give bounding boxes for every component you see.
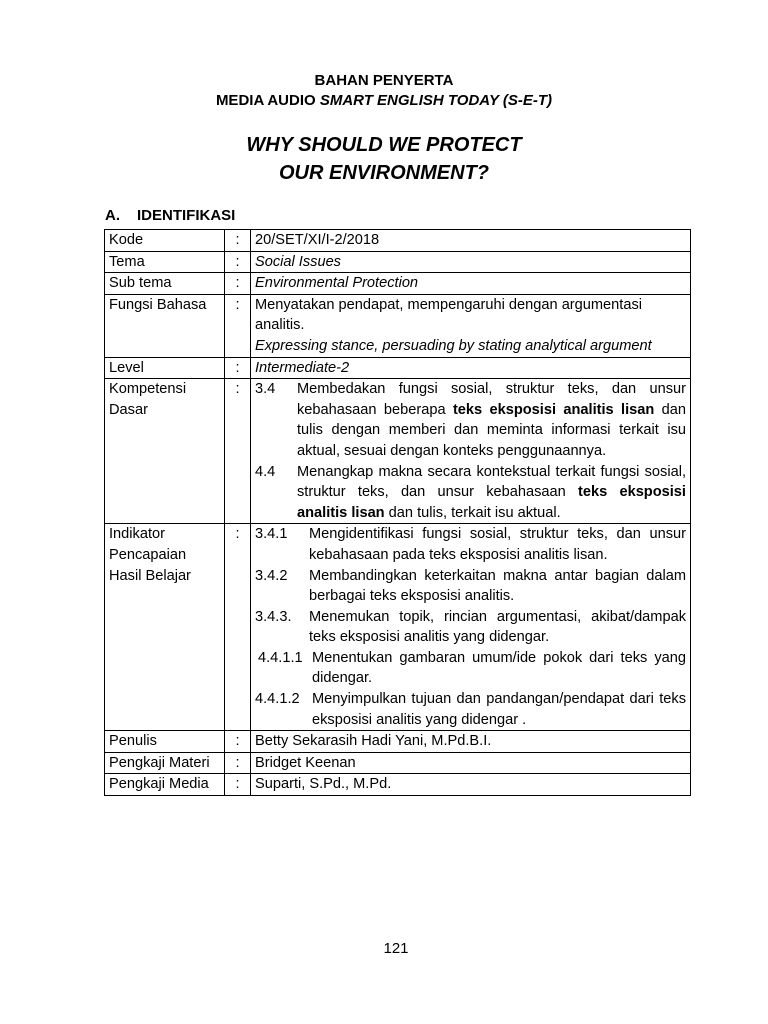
row-value: Intermediate-2	[251, 357, 691, 379]
identification-table	[104, 229, 691, 796]
table-row-pengkaji-media	[105, 774, 691, 796]
separator-colon: :	[225, 731, 251, 753]
item-number: 3.4.1	[255, 526, 288, 543]
separator-colon: :	[225, 273, 251, 295]
item-text-a: Menangkap makna secara kontekstual terkait fungsi sosial, struktur teks, dan unsur kebahasaan	[297, 463, 686, 501]
item-text-b: dan tulis dengan memberi dan meminta informasi terkait isu aktual, sesuai dengan konteks penggunaannya.	[297, 401, 687, 459]
table-row-fungsi-bahasa	[105, 294, 691, 357]
separator-colon: :	[225, 774, 251, 796]
item-number: 3.4	[255, 381, 276, 398]
row-label: Pengkaji Media	[105, 774, 225, 796]
row-value: Bridget Keenan	[251, 752, 691, 774]
row-value: Suparti, S.Pd., M.Pd.	[251, 774, 691, 796]
row-value: Betty Sekarasih Hadi Yani, M.Pd.B.I.	[251, 731, 691, 753]
row-value: Environmental Protection	[251, 273, 691, 295]
item-text-b: dan tulis, terkait isu aktual.	[384, 504, 561, 521]
item-text-bold: teks eksposisi analitis lisan	[297, 484, 686, 521]
header-line-1: BAHAN PENYERTA	[314, 72, 454, 89]
row-label: Kode	[105, 230, 225, 252]
separator-colon: :	[225, 524, 251, 731]
row-label: Tema	[105, 251, 225, 273]
header-line-2	[0, 92, 768, 109]
row-label: Indikator Pencapaian Hasil Belajar	[105, 524, 225, 731]
header-line-2-plain: MEDIA AUDIO	[215, 92, 320, 109]
row-label: Kompetensi Dasar	[105, 379, 225, 524]
page-number: 121	[383, 940, 409, 957]
table-row-kompetensi-dasar	[105, 379, 691, 524]
row-label: Fungsi Bahasa	[105, 294, 225, 357]
separator-colon: :	[225, 357, 251, 379]
section-label: IDENTIFIKASI	[137, 207, 236, 224]
item-number: 4.4.1.1	[258, 649, 303, 666]
item-text	[297, 462, 686, 524]
item-number: 3.4.2	[255, 567, 288, 584]
separator-colon: :	[225, 230, 251, 252]
table-row-kode	[105, 230, 691, 252]
section-letter: A.	[105, 207, 120, 224]
item-number: 4.4	[255, 463, 276, 480]
item-text: Menemukan topik, rincian argumentasi, akibat/dampak teks eksposisi analitis yang didengar.	[309, 608, 686, 646]
item-number: 3.4.3.	[255, 608, 292, 625]
separator-colon: :	[225, 251, 251, 273]
list-item	[255, 607, 686, 648]
item-number: 4.4.1.2	[255, 691, 300, 708]
separator-colon: :	[225, 379, 251, 524]
row-value	[251, 524, 691, 731]
separator-colon: :	[225, 294, 251, 357]
row-label: Pengkaji Materi	[105, 752, 225, 774]
table-row-level	[105, 357, 691, 379]
table-row-penulis	[105, 731, 691, 753]
item-text-bold: teks eksposisi analitis lisan	[452, 401, 655, 418]
row-value	[251, 294, 691, 357]
row-label: Sub tema	[105, 273, 225, 295]
item-text: Mengidentifikasi fungsi sosial, struktur teks, dan unsur kebahasaan pada teks eksposisi analitis lisan.	[309, 526, 686, 563]
list-item	[255, 648, 686, 689]
item-text: Membandingkan keterkaitan makna antar bagian dalam berbagai teks eksposisi analitis.	[309, 567, 686, 605]
list-item	[255, 566, 686, 607]
row-value: 20/SET/XI/I-2/2018	[251, 230, 691, 252]
table-row-tema	[105, 251, 691, 273]
separator-colon: :	[225, 752, 251, 774]
list-item	[255, 462, 686, 524]
table-row-indikator	[105, 524, 691, 731]
row-label: Level	[105, 357, 225, 379]
list-item	[255, 379, 686, 461]
item-text-a: Membedakan fungsi sosial, struktur teks, dan unsur kebahasaan beberapa	[297, 381, 686, 418]
table-row-pengkaji-materi	[105, 752, 691, 774]
section-heading	[105, 207, 235, 224]
row-value: Social Issues	[251, 251, 691, 273]
item-text: Menentukan gambaran umum/ide pokok dari teks yang didengar.	[312, 649, 686, 687]
list-item	[255, 524, 686, 565]
header-line-2-italic: SMART ENGLISH TODAY (S-E-T)	[319, 92, 553, 109]
document-title-line-2: OUR ENVIRONMENT?	[279, 162, 489, 184]
table-row-subtema	[105, 273, 691, 295]
item-text	[297, 379, 686, 461]
fungsi-value-id: Menyatakan pendapat, mempengaruhi dengan argumentasi analitis.	[255, 296, 642, 334]
list-item	[255, 689, 686, 730]
item-text: Menyimpulkan tujuan dan pandangan/pendapat dari teks eksposisi analitis yang didengar .	[312, 691, 686, 728]
row-label: Penulis	[105, 731, 225, 753]
document-title-line-1: WHY SHOULD WE PROTECT	[246, 134, 522, 156]
fungsi-value-en: Expressing stance, persuading by stating analytical argument	[255, 337, 652, 354]
row-value	[251, 379, 691, 524]
